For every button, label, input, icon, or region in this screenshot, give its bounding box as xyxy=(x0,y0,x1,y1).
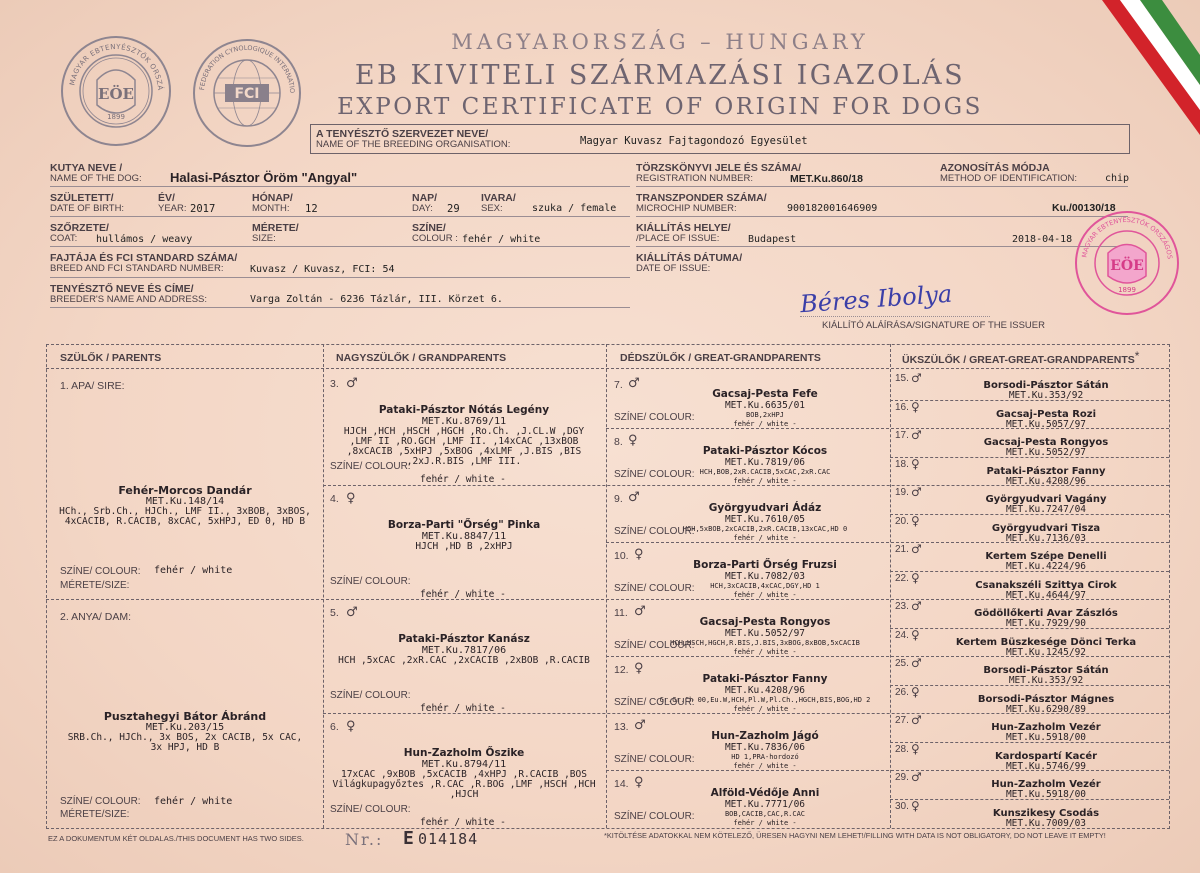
col-great-great-grandparents: ÜKSZÜLŐK / GREAT-GREAT-GRANDPARENTS* xyxy=(902,349,1140,366)
grandparent-colour-label: SZÍNE/ COLOUR: xyxy=(330,690,411,701)
great-grandparent-titles: HD 1,PRA-hordozó xyxy=(731,753,799,761)
great-grandparent-titles: BOB,2xHPJ xyxy=(746,411,784,419)
male-icon: ♂ xyxy=(634,604,646,619)
dog-name: Halasi-Pásztor Öröm "Angyal" xyxy=(170,170,358,185)
coat-value: hullámos / weavy xyxy=(96,234,193,245)
breeder-label: TENYÉSZTŐ NEVE ÉS CÍME/ BREEDER'S NAME AND ADDRESS: xyxy=(50,283,208,305)
chip-label: TRANSZPONDER SZÁMA/ MICROCHIP NUMBER: xyxy=(636,192,767,214)
id-method-value: chip xyxy=(1105,173,1130,184)
svg-text:1899: 1899 xyxy=(107,113,125,121)
place-label: KIÁLLÍTÁS HELYE/ /PLACE OF ISSUE: xyxy=(636,222,731,244)
breeding-org-value: Magyar Kuvasz Fajtagondozó Egyesület xyxy=(580,135,808,147)
breed-value: Kuvasz / Kuvasz, FCI: 54 xyxy=(250,264,395,275)
great-grandparent-colour-label: SZÍNE/ COLOUR: xyxy=(614,697,695,708)
gggp-name: Borsodi-Pásztor Sátán xyxy=(983,380,1109,391)
gggp-reg: MET.Ku.7247/04 xyxy=(1005,504,1087,515)
female-icon: ♀ xyxy=(911,570,920,585)
male-icon: ♂ xyxy=(911,656,922,670)
great-grandparent-name: Pataki-Pásztor Kócos xyxy=(702,445,828,457)
dam-name: Pusztahegyi Bátor Ábránd xyxy=(103,710,267,723)
female-icon: ♀ xyxy=(634,775,644,790)
divider xyxy=(50,307,630,308)
gggp-name: Kardospartí Kacér xyxy=(994,750,1098,762)
great-grandparent-name: Gacsaj-Pesta Fefe xyxy=(712,388,818,400)
column-divider xyxy=(323,344,324,828)
col-parents: SZÜLŐK / PARENTS xyxy=(60,352,162,364)
gggp-name: Gacsaj-Pesta Rozi xyxy=(995,408,1097,420)
female-icon: ♀ xyxy=(911,741,920,756)
gggp-reg: MET.Ku.6290/89 xyxy=(1005,703,1087,715)
great-grandparent-titles: HCH,HSCH,HGCH,R.BIS,J.BIS,3xBOG,8xBOB,5xCACIB xyxy=(670,639,860,647)
seal-text: MAGYAR EBTENYÉSZTŐK ORSZÁ xyxy=(68,42,165,91)
sire-size-label: MÉRETE/SIZE: xyxy=(60,580,130,591)
great-grandparent-number: 14. xyxy=(614,778,629,790)
breed-label: FAJTÁJA ÉS FCI STANDARD SZÁMA/ BREED AND FCI STANDARD NUMBER: xyxy=(50,252,238,274)
gggp-number: 29. xyxy=(895,772,909,783)
great-grandparent-colour: fehér / white - xyxy=(733,591,797,599)
grandparent-reg: MET.Ku.7817/06 xyxy=(421,645,507,656)
male-icon: ♂ xyxy=(911,485,922,499)
male-icon: ♂ xyxy=(346,605,358,620)
gggp-reg: MET.Ku.353/92 xyxy=(1008,675,1084,686)
gggp-number: 20. xyxy=(895,515,909,527)
gggp-number: 16. xyxy=(895,401,909,413)
grandparent-colour: fehér / white - xyxy=(420,703,506,714)
great-grandparent-name: Hun-Zazholm Jágó xyxy=(711,730,819,742)
sire-reg: MET.Ku.148/14 xyxy=(145,496,225,507)
coat-label: SZŐRZETE/ COAT: xyxy=(50,222,109,244)
great-grandparent-reg: MET.Ku.7836/06 xyxy=(724,742,806,753)
issue-date: 2018-04-18 xyxy=(1012,234,1073,245)
divider xyxy=(50,246,630,247)
grandparent-number: 3. xyxy=(330,378,339,390)
dog-name-label: KUTYA NEVE / NAME OF THE DOG: xyxy=(50,162,142,184)
gggp-name: Borsodi-Pásztor Sátán xyxy=(983,665,1109,676)
breeder-value: Varga Zoltán - 6236 Tázlár, III. Körzet 6. xyxy=(250,294,503,305)
great-grandparent-colour: fehér / white - xyxy=(733,762,797,770)
great-grandparent-colour: fehér / white - xyxy=(733,477,797,485)
dam-size-label: MÉRETE/SIZE: xyxy=(60,809,130,820)
great-grandparent-colour-label: SZÍNE/ COLOUR: xyxy=(614,811,695,822)
svg-text:MAGYAR EBTENYÉSZTŐK ORSZÁGOS E xyxy=(60,35,165,91)
grandparent-titles: HCH ,5xCAC ,2xR.CAC ,2xCACIB ,2xBOB ,R.CACIB xyxy=(338,655,590,666)
gggp-name: Hun-Zazholm Vezér xyxy=(991,722,1101,733)
grandparent-name: Borza-Parti "Őrség" Pinka xyxy=(387,519,541,531)
sex-value: szuka / female xyxy=(532,203,617,214)
gggp-number: 26. xyxy=(895,686,909,698)
serial-number: 014184 xyxy=(418,830,479,848)
sire-colour: fehér / white xyxy=(154,565,233,576)
gggp-number: 24. xyxy=(895,629,909,641)
sire-name: Fehér-Morcos Dandár xyxy=(118,484,252,497)
gggp-reg: MET.Ku.353/92 xyxy=(1008,390,1084,401)
size-label: MÉRETE/ SIZE: xyxy=(252,222,299,244)
great-grandparent-colour-label: SZÍNE/ COLOUR: xyxy=(614,412,695,423)
gggp-number: 23. xyxy=(895,601,909,612)
great-grandparent-number: 10. xyxy=(614,550,629,562)
country-title: MAGYARORSZÁG – HUNGARY xyxy=(451,30,869,54)
fci-seal xyxy=(192,38,302,148)
gggp-number: 19. xyxy=(895,487,909,498)
gggp-number: 15. xyxy=(895,373,909,384)
grandparent-colour-label: SZÍNE/ COLOUR: xyxy=(330,576,411,587)
place-value: Budapest xyxy=(748,234,797,245)
document-number: Ku./00130/18 xyxy=(1052,202,1116,214)
male-icon: ♂ xyxy=(911,371,922,385)
colour-value: fehér / white xyxy=(462,234,541,245)
great-grandparent-colour-label: SZÍNE/ COLOUR: xyxy=(614,754,695,765)
great-grandparent-colour: fehér / white - xyxy=(733,705,797,713)
great-grandparent-number: 8. xyxy=(614,436,623,448)
left-seal xyxy=(60,35,172,147)
great-grandparent-colour-label: SZÍNE/ COLOUR: xyxy=(614,526,695,537)
great-grandparent-titles: HCH,3xCACIB,4xCAC,DGY,HD 1 xyxy=(710,582,820,590)
female-icon: ♀ xyxy=(911,399,920,414)
great-grandparent-titles: Gr.Gr.Ch 00,Eu.W,HCH,Pl.W,Pl.Ch.,HGCH,BIS,BOG,HD 2 xyxy=(659,696,871,704)
grandparent-number: 6. xyxy=(330,721,339,733)
svg-text:FCI: FCI xyxy=(234,86,260,102)
great-grandparent-colour: fehér / white - xyxy=(733,648,797,656)
gggp-reg: MET.Ku.5746/99 xyxy=(1005,760,1087,772)
fci-seal-text: FEDERATION CYNOLOGIQUE INTERNATIO xyxy=(198,43,297,94)
great-grandparent-reg: MET.Ku.7082/03 xyxy=(724,571,806,582)
female-icon: ♀ xyxy=(911,513,920,528)
gggp-name: Györgyudvari Vagány xyxy=(985,494,1107,505)
gggp-reg: MET.Ku.7929/90 xyxy=(1005,618,1087,629)
grandparent-titles: HJCH ,HCH ,HSCH ,HGCH ,Ro.Ch. ,J.CL.W ,DGY ,LMF II ,RO.GCH ,LMF II. ,14xCAC ,13xBOB ,8xCACIB ,5xHPJ ,5xBOG ,4xLMF ,J.BIS ,BIS ,2xJ.R.BIS ,LMF III. xyxy=(343,426,585,467)
great-grandparent-colour-label: SZÍNE/ COLOUR: xyxy=(614,469,695,480)
serial-letter: E xyxy=(403,828,414,849)
gggp-reg: MET.Ku.5057/97 xyxy=(1005,418,1087,430)
gggp-name: Gacsaj-Pesta Rongyos xyxy=(983,437,1109,448)
gggp-number: 22. xyxy=(895,572,909,584)
female-icon: ♀ xyxy=(628,433,638,448)
grandparent-name: Pataki-Pásztor Kanász xyxy=(398,633,530,645)
birth-month: 12 xyxy=(305,203,318,215)
year-label: ÉV/ YEAR: xyxy=(158,192,187,214)
great-grandparent-reg: MET.Ku.7771/06 xyxy=(724,799,806,810)
title-english: EXPORT CERTIFICATE OF ORIGIN FOR DOGS xyxy=(337,94,983,120)
sex-label: IVARA/ SEX: xyxy=(481,192,516,214)
great-grandparent-reg: MET.Ku.6635/01 xyxy=(724,400,806,411)
seal-emblem-icon xyxy=(60,35,172,147)
divider xyxy=(636,186,1128,187)
grandparent-colour-label: SZÍNE/ COLOUR: xyxy=(330,804,411,815)
great-grandparent-colour: fehér / white - xyxy=(733,420,797,428)
hungarian-flag-corner xyxy=(1090,0,1200,140)
male-icon: ♂ xyxy=(628,376,640,391)
signature-label: KIÁLLÍTÓ ALÁÍRÁSA/SIGNATURE OF THE ISSUER xyxy=(822,320,1045,331)
great-grandparent-name: Györgyudvari Ádáz xyxy=(708,502,822,514)
gggp-number: 30. xyxy=(895,800,909,812)
grandparent-colour: fehér / white - xyxy=(420,474,506,485)
sire-titles: HCh., Srb.Ch., HJCh., LMF II., 3xBOB, 3xBOS, 4xCACIB, R.CACIB, 8xCAC, 5xHPJ, ED 0, HD B xyxy=(59,506,311,527)
grandparent-colour-label: SZÍNE/ COLOUR: xyxy=(330,461,411,472)
divider xyxy=(50,216,630,217)
great-grandparent-colour-label: SZÍNE/ COLOUR: xyxy=(614,583,695,594)
stamp-emblem-icon xyxy=(1072,208,1182,318)
great-grandparent-titles: HCH,5xBOB,2xCACIB,2xR.CACIB,13xCAC,HD 0 xyxy=(682,525,848,533)
sire-colour-label: SZÍNE/ COLOUR: xyxy=(60,566,141,577)
male-icon: ♂ xyxy=(911,428,922,442)
great-grandparent-reg: MET.Ku.7610/05 xyxy=(724,514,806,525)
col-great-grandparents: DÉDSZÜLŐK / GREAT-GRANDPARENTS xyxy=(620,352,821,364)
male-icon: ♂ xyxy=(911,713,922,727)
gggp-reg: MET.Ku.7136/03 xyxy=(1005,532,1087,544)
great-grandparent-number: 7. xyxy=(614,379,623,391)
grandparent-reg: MET.Ku.8769/11 xyxy=(421,416,507,427)
birth-year: 2017 xyxy=(190,203,216,215)
gggp-name: Kertem Szépe Denelli xyxy=(985,551,1107,562)
gggp-name: Borsodi-Pásztor Mágnes xyxy=(977,693,1115,705)
issuer-signature: Béres Ibolya xyxy=(799,279,954,319)
female-icon: ♀ xyxy=(911,684,920,699)
great-grandparent-colour: fehér / white - xyxy=(733,819,797,827)
male-icon: ♂ xyxy=(628,490,640,505)
great-grandparent-name: Pataki-Pásztor Fanny xyxy=(702,673,828,685)
gggp-reg: MET.Ku.4644/97 xyxy=(1005,589,1087,601)
female-icon: ♀ xyxy=(911,627,920,642)
gggp-number: 18. xyxy=(895,458,909,470)
grandparent-reg: MET.Ku.8794/11 xyxy=(421,759,507,770)
gggp-name: Pataki-Pásztor Fanny xyxy=(986,465,1106,477)
dam-label: 2. ANYA/ DAM: xyxy=(60,611,131,623)
great-grandparent-reg: MET.Ku.7819/06 xyxy=(724,457,806,468)
great-grandparent-reg: MET.Ku.4208/96 xyxy=(724,685,806,696)
grandparent-titles: HJCH ,HD B ,2xHPJ xyxy=(415,541,513,552)
birth-label: SZÜLETETT/ DATE OF BIRTH: xyxy=(50,192,125,214)
male-icon: ♂ xyxy=(634,718,646,733)
id-method-label: AZONOSÍTÁS MÓDJA METHOD OF IDENTIFICATION: xyxy=(940,162,1078,184)
grandparent-number: 4. xyxy=(330,493,339,505)
reg-label: TÖRZSKÖNYVI JELE ÉS SZÁMA/ REGISTRATION NUMBER: xyxy=(636,162,802,184)
birth-day: 29 xyxy=(447,203,460,215)
female-icon: ♀ xyxy=(346,719,356,734)
signature-line xyxy=(800,316,990,317)
gggp-number: 25. xyxy=(895,658,909,669)
great-grandparent-name: Alföld-Védője Anni xyxy=(710,787,820,799)
column-divider xyxy=(890,344,891,828)
female-icon: ♀ xyxy=(346,491,356,506)
grandparent-name: Pataki-Pásztor Nótás Legény xyxy=(378,404,550,416)
divider xyxy=(50,186,630,187)
male-icon: ♂ xyxy=(346,376,358,391)
gggp-reg: MET.Ku.5052/97 xyxy=(1005,447,1087,458)
dam-colour: fehér / white xyxy=(154,796,233,807)
female-icon: ♀ xyxy=(911,798,920,813)
gggp-number: 21. xyxy=(895,544,909,555)
great-grandparent-name: Gacsaj-Pesta Rongyos xyxy=(699,616,831,628)
gggp-reg: MET.Ku.4208/96 xyxy=(1005,475,1087,487)
great-grandparent-titles: BOB,CACIB,CAC,R.CAC xyxy=(724,810,806,818)
great-grandparent-name: Borza-Parti Őrség Fruzsi xyxy=(693,559,837,571)
col-grandparents: NAGYSZÜLŐK / GRANDPARENTS xyxy=(336,352,507,364)
divider xyxy=(636,246,1128,247)
great-grandparent-number: 9. xyxy=(614,493,623,505)
grandparent-reg: MET.Ku.8847/11 xyxy=(421,531,507,542)
great-grandparent-reg: MET.Ku.5052/97 xyxy=(724,628,806,639)
official-stamp xyxy=(1072,208,1182,318)
female-icon: ♀ xyxy=(634,661,644,676)
gggp-reg: MET.Ku.4224/96 xyxy=(1005,561,1087,572)
svg-text:1899: 1899 xyxy=(1118,286,1136,294)
serial-label: Nr.: xyxy=(345,830,384,849)
header-divider xyxy=(46,368,1169,369)
gggp-name: Gödöllőkerti Avar Zászlós xyxy=(974,608,1118,619)
great-grandparent-titles: HCH,BOB,2xR.CACIB,5xCAC,2xR.CAC xyxy=(699,468,831,476)
title-hungarian: EB KIVITELI SZÁRMAZÁSI IGAZOLÁS xyxy=(354,60,966,91)
gggp-number: 17. xyxy=(895,430,909,441)
chip-number: 900182001646909 xyxy=(787,203,878,214)
grandparent-colour: fehér / white - xyxy=(420,817,506,828)
female-icon: ♀ xyxy=(634,547,644,562)
stamp-text: MAGYAR EBTENYÉSZTŐK ORSZÁGOS xyxy=(1080,215,1174,260)
sire-label: 1. APA/ SIRE: xyxy=(60,380,125,392)
grandparent-colour: fehér / white - xyxy=(420,589,506,600)
gggp-number: 27. xyxy=(895,715,909,726)
gggp-reg: MET.Ku.1245/92 xyxy=(1005,646,1087,658)
grandparent-titles: 17xCAC ,9xBOB ,5xCACIB ,4xHPJ ,R.CACIB ,BOS Világkupagyőztes ,R.CAC ,R.BOG ,LMF ,HSCH ,HCH ,HJCH xyxy=(332,769,596,800)
gggp-name: Györgyudvari Tisza xyxy=(991,522,1101,534)
male-icon: ♂ xyxy=(911,599,922,613)
great-grandparent-number: 11. xyxy=(614,607,628,619)
dam-colour-label: SZÍNE/ COLOUR: xyxy=(60,796,141,807)
divider xyxy=(636,216,1128,217)
month-label: HÓNAP/ MONTH: xyxy=(252,192,293,214)
colour-label: SZÍNE/ COLOUR : xyxy=(412,222,458,244)
dam-reg: MET.Ku.203/15 xyxy=(145,722,225,733)
gggp-reg: MET.Ku.5918/00 xyxy=(1005,732,1087,743)
date-label: KIÁLLÍTÁS DÁTUMA/ DATE OF ISSUE: xyxy=(636,252,743,274)
svg-text:EÖE: EÖE xyxy=(1110,258,1144,274)
gggp-reg: MET.Ku.7009/03 xyxy=(1005,817,1087,829)
gggp-name: Csanakszéli Szittya Cirok xyxy=(975,579,1117,591)
filling-note: *KITÖLTÉSE ADATOKKAL NEM KÖTELEZŐ, ÜRESEN HAGYNI NEM LEHET!/FILLING WITH DATA IS NOT OBLIGATORY, DO NOT LEAVE IT EMPTY! xyxy=(604,831,1106,840)
breeding-org-label: A TENYÉSZTŐ SZERVEZET NEVE/ NAME OF THE BREEDING ORGANISATION: xyxy=(316,128,511,150)
two-sides-note: EZ A DOKUMENTUM KÉT OLDALAS./THIS DOCUMENT HAS TWO SIDES. xyxy=(48,834,304,843)
great-grandparent-number: 12. xyxy=(614,664,629,676)
great-grandparent-colour: fehér / white - xyxy=(733,534,797,542)
male-icon: ♂ xyxy=(911,542,922,556)
gggp-reg: MET.Ku.5918/00 xyxy=(1005,789,1087,800)
day-label: NAP/ DAY: xyxy=(412,192,438,214)
grandparent-number: 5. xyxy=(330,607,339,619)
gggp-name: Kertem Büszkesége Dönci Terka xyxy=(955,636,1137,648)
reg-number: MET.Ku.860/18 xyxy=(790,173,863,185)
gggp-name: Kunszikesy Csodás xyxy=(992,807,1100,819)
male-icon: ♂ xyxy=(911,770,922,784)
svg-text:EÖE: EÖE xyxy=(98,85,134,103)
gggp-number: 28. xyxy=(895,743,909,755)
grandparent-name: Hun-Zazholm Őszike xyxy=(403,747,525,759)
divider xyxy=(50,277,630,278)
great-grandparent-colour-label: SZÍNE/ COLOUR: xyxy=(614,640,695,651)
dam-titles: SRB.Ch., HJCh., 3x BOS, 2x CACIB, 5x CAC, 3x HPJ, HD B xyxy=(67,732,303,753)
female-icon: ♀ xyxy=(911,456,920,471)
gggp-name: Hun-Zazholm Vezér xyxy=(991,779,1101,790)
column-divider xyxy=(606,344,607,828)
great-grandparent-number: 13. xyxy=(614,721,629,733)
fci-globe-icon xyxy=(192,38,302,148)
